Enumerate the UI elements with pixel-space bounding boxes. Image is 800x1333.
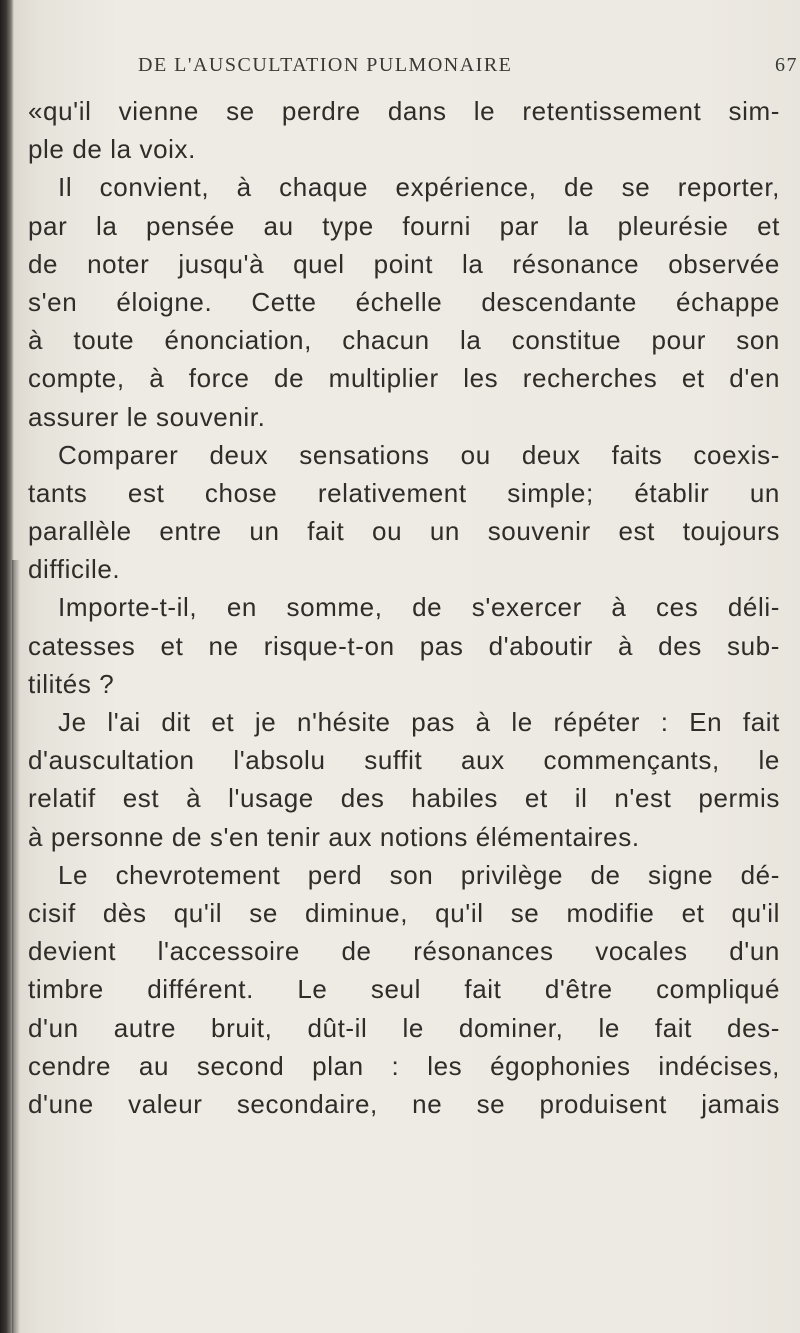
text-line: assurer le souvenir. [28,401,266,432]
text-line: par la pensée au type fourni par la pleurésie et [28,210,780,241]
text-line: Le chevrotement perd son privilège de signe dé- [58,859,780,890]
text-line: parallèle entre un fait ou un souvenir est toujours [28,516,780,547]
running-title: DE L'AUSCULTATION PULMONAIRE [138,54,513,76]
text-line: Il convient, à chaque expérience, de se reporter, [58,172,780,203]
text-line: «qu'il vienne se perdre dans le retentissement sim- [28,96,780,126]
text-line: cisif dès qu'il se diminue, qu'il se modifie et qu'il [28,897,780,928]
text-line: tilités ? [28,668,115,699]
text-line: de noter jusqu'à quel point la résonance observée [28,248,780,279]
page-header [138,54,798,84]
text-line: compte, à force de multiplier les recherches et d'en [28,363,780,394]
text-line: cendre au second plan : les égophonies indécises, [28,1050,780,1081]
text-line: Comparer deux sensations ou deux faits coexis- [58,439,780,470]
body-text [28,92,780,1123]
text-line: Je l'ai dit et je n'hésite pas à le répéter : En fait [58,707,780,737]
text-line: à personne de s'en tenir aux notions élémentaires. [28,821,640,852]
text-line: difficile. [28,554,121,585]
text-line: devient l'accessoire de résonances vocales d'un [28,936,780,967]
text-line: timbre différent. Le seul fait d'être compliqué [28,974,780,1005]
text-line: d'une valeur secondaire, ne se produisent jamais [28,1088,780,1119]
text-line: d'un autre bruit, dût-il le dominer, le fait des- [28,1012,780,1043]
text-line: Importe-t-il, en somme, de s'exercer à ces déli- [58,592,780,623]
text-line: s'en éloigne. Cette échelle descendante échappe [28,286,780,317]
text-line: tants est chose relativement simple; établir un [28,477,780,508]
text-line: d'auscultation l'absolu suffit aux commençants, le [28,745,780,776]
text-line: catesses et ne risque-t-on pas d'aboutir à des sub- [28,630,780,661]
binding-shadow [12,560,20,1333]
text-line: à toute énonciation, chacun la constitue pour son [28,325,780,356]
text-line: ple de la voix. [28,134,196,165]
page-number: 67 [775,54,798,76]
text-line: relatif est à l'usage des habiles et il n'est permis [28,783,780,814]
